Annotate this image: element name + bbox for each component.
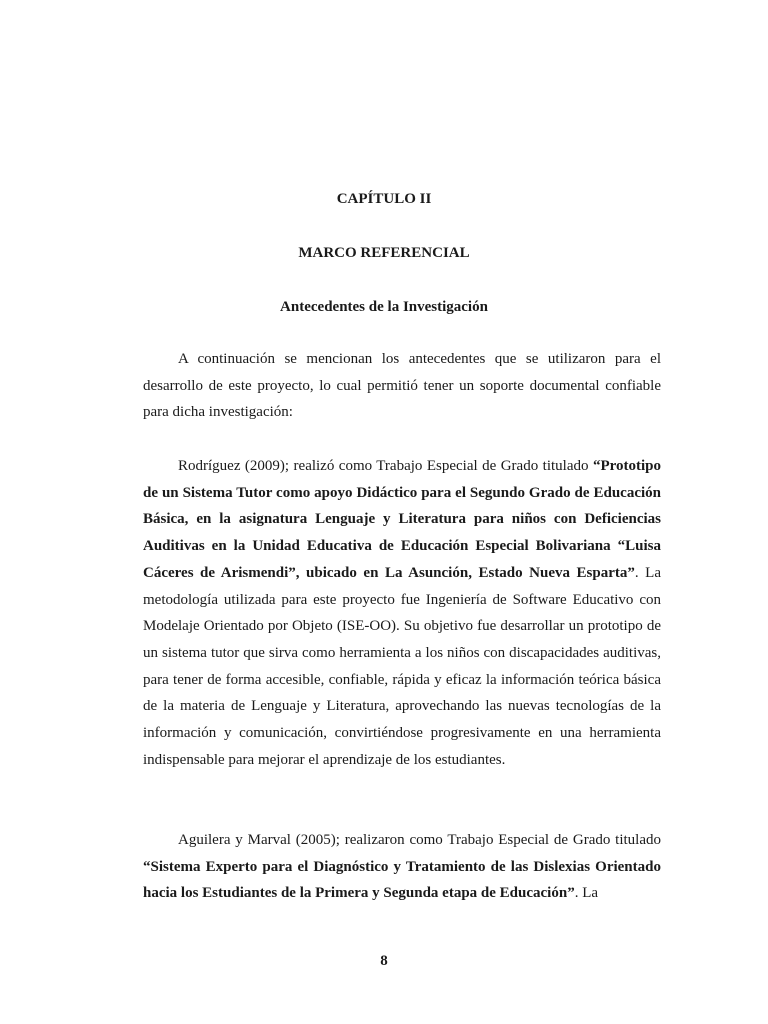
subsection-title: Antecedentes de la Investigación: [280, 299, 488, 315]
paragraph-intro: [143, 346, 661, 426]
page-number: 8: [380, 953, 388, 969]
paragraph-rodriguez: [143, 453, 661, 773]
citation-intro: Aguilera y Marval (2005); realizaron como Trabajo Especial de Grado titulado: [178, 832, 661, 848]
thesis-title: “Sistema Experto para el Diagnóstico y Tratamiento de las Dislexias Orientado hacia los Estudiantes de la Primera y Segunda etapa de Educación”: [143, 858, 661, 902]
paragraph-aguilera: [143, 827, 661, 907]
paragraph-text: A continuación se mencionan los antecedentes que se utilizaron para el desarrollo de este proyecto, lo cual permitió tener un soporte documental confiable para dicha investigación:: [143, 351, 661, 421]
section-title: MARCO REFERENCIAL: [298, 245, 470, 261]
paragraph-body: . La: [574, 885, 599, 902]
citation-intro: Rodríguez (2009); realizó como Trabajo Especial de Grado titulado: [178, 458, 593, 474]
paragraph-body: . La metodología utilizada para este proyecto fue Ingeniería de Software Educativo con Modelaje Orientado por Objeto (ISE-OO). Su objetivo fue desarrollar un prototipo de un sistema tutor que sirva como herramienta a los niños con discapacidades auditivas, para tener de forma accesible, confiable, rápida y eficaz la información teórica básica de la materia de Lenguaje y Literatura, aprovechando las nuevas tecnologías de la información y comunicación, convirtiéndose progresivamente en una herramienta indispensable para mejorar el aprendizaje de los estudiantes.: [143, 564, 661, 768]
thesis-title: “Prototipo de un Sistema Tutor como apoyo Didáctico para el Segundo Grado de Educación Básica, en la asignatura Lenguaje y Literatura para niños con Deficiencias Auditivas en la Unidad Educativa de Educación Especial Bolivariana “Luisa Cáceres de Arismendi”, ubicado en La Asunción, Estado Nueva Esparta”: [143, 458, 661, 581]
chapter-heading: CAPÍTULO II: [336, 191, 432, 207]
